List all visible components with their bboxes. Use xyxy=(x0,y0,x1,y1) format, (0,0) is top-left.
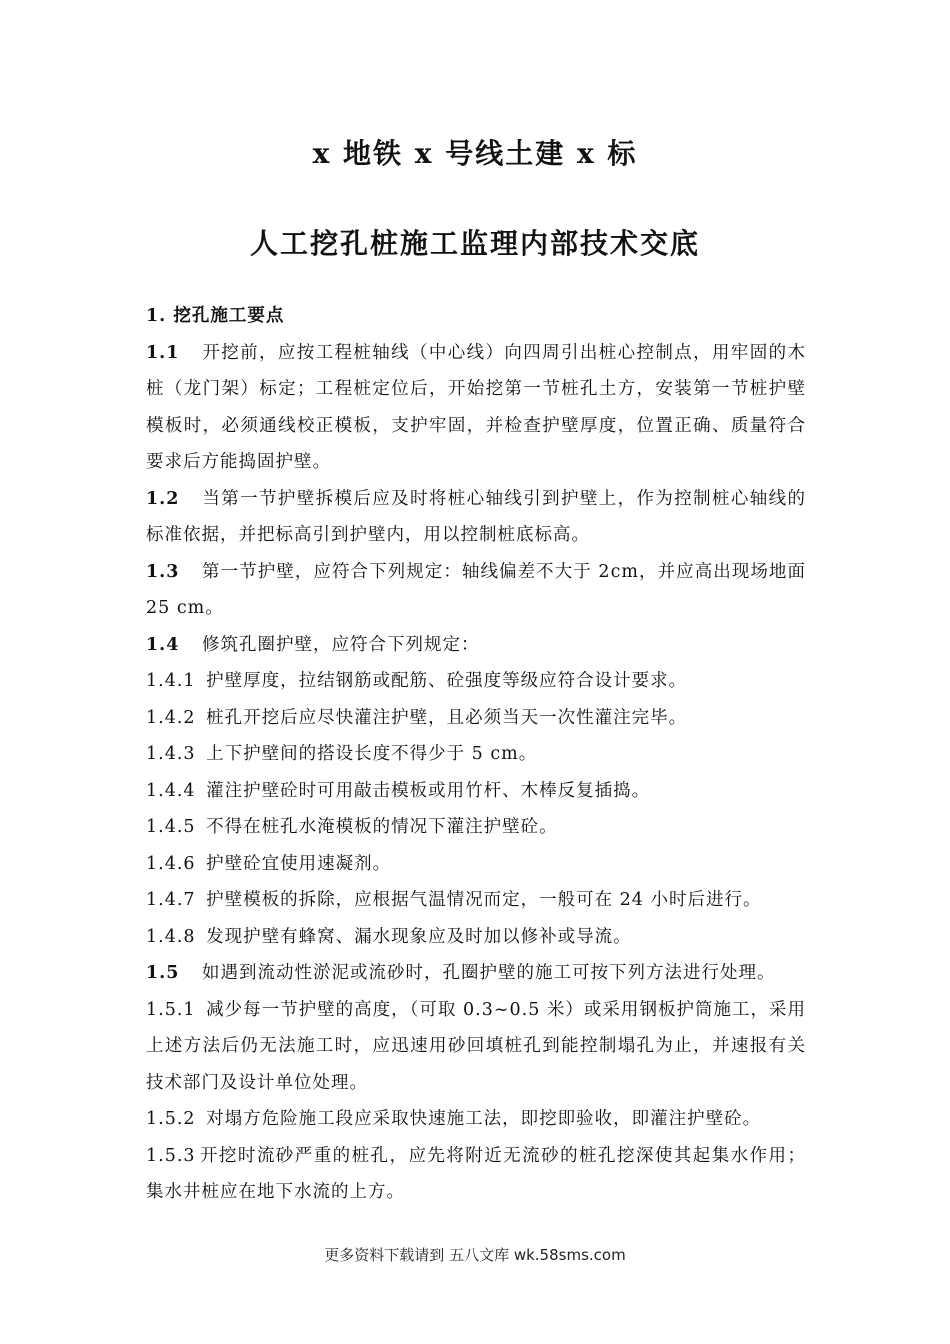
paragraph-1-4-8 xyxy=(146,919,806,956)
document-title-line2: 人工挖孔桩施工监理内部技术交底 xyxy=(249,227,700,260)
paragraph-1-5-2 xyxy=(146,1101,806,1138)
paragraph-1-4-3 xyxy=(146,736,806,773)
paragraph-1-5-3 xyxy=(146,1138,806,1211)
clause-text: 减少每一节护壁的高度，（可取 0.3~0.5 米）或采用钢板护筒施工，采用上述方法后仍无法施工时，应迅速用砂回填桩孔到能控制塌孔为止，并速报有关技术部门及设计单位处理。 xyxy=(146,999,806,1093)
clause-text: 对塌方危险施工段应采取快速施工法，即挖即验收，即灌注护壁砼。 xyxy=(206,1109,762,1129)
clause-text: 开挖时流砂严重的桩孔，应先将附近无流砂的桩孔挖深使其起集水作用；集水井桩应在地下水流的上方。 xyxy=(146,1145,806,1202)
section-heading: 1. 挖孔施工要点 xyxy=(146,306,285,326)
paragraph-1-1 xyxy=(146,335,806,481)
clause-number: 1.4 xyxy=(146,634,180,655)
clause-number: 1.4.7 xyxy=(146,890,196,910)
document-title-line1: x 地铁 x 号线土建 x 标 xyxy=(312,137,638,170)
clause-text: 护壁砼宜使用速凝剂。 xyxy=(206,853,392,874)
paragraph-1-4-1 xyxy=(146,663,806,700)
paragraph-1-4-7 xyxy=(146,882,806,919)
clause-text: 护壁模板的拆除，应根据气温情况而定，一般可在 24 小时后进行。 xyxy=(206,890,762,910)
paragraph-1-4-5 xyxy=(146,809,806,846)
clause-number: 1.1 xyxy=(146,342,180,363)
clause-number: 1.4.6 xyxy=(146,853,196,874)
paragraph-1-4-2 xyxy=(146,700,806,737)
clause-number: 1.4.1 xyxy=(146,671,196,691)
paragraph-1-5-1 xyxy=(146,992,806,1102)
paragraph-1-3 xyxy=(146,554,806,627)
clause-text: 不得在桩孔水淹模板的情况下灌注护壁砼。 xyxy=(206,817,558,837)
clause-number: 1.5.3 xyxy=(146,1145,196,1166)
page-footer xyxy=(0,1244,950,1265)
clause-number: 1.4.8 xyxy=(146,926,196,947)
clause-number: 1.5 xyxy=(146,963,180,983)
clause-text: 第一节护壁，应符合下列规定：轴线偏差不大于 2cm，并应高出现场地面 25 cm。 xyxy=(146,561,806,618)
paragraph-1-4-6 xyxy=(146,846,806,883)
paragraph-1-4-4 xyxy=(146,773,806,810)
clause-number: 1.5.2 xyxy=(146,1109,196,1129)
clause-text: 护壁厚度，拉结钢筋或配筋、砼强度等级应符合设计要求。 xyxy=(206,671,688,691)
clause-text: 开挖前，应按工程桩轴线（中心线）向四周引出桩心控制点，用牢固的木桩（龙门架）标定；工程桩定位后，开始挖第一节桩孔土方，安装第一节桩护壁模板时，必须通线校正模板，支护牢固，并检查护壁厚度，位置正确、质量符合要求后方能捣固护壁。 xyxy=(146,342,806,472)
document-body xyxy=(146,298,806,1211)
clause-text: 上下护壁间的搭设长度不得少于 5 cm。 xyxy=(206,744,538,764)
clause-number: 1.4.3 xyxy=(146,744,196,764)
clause-number: 1.4.4 xyxy=(146,780,196,801)
clause-text: 灌注护壁砼时可用敲击模板或用竹杆、木棒反复插捣。 xyxy=(206,780,651,801)
clause-text: 当第一节护壁拆模后应及时将桩心轴线引到护壁上，作为控制桩心轴线的标准依据，并把标高引到护壁内，用以控制桩底标高。 xyxy=(146,488,806,545)
clause-number: 1.2 xyxy=(146,488,180,509)
clause-number: 1.4.5 xyxy=(146,817,196,837)
clause-text: 发现护壁有蜂窝、漏水现象应及时加以修补或导流。 xyxy=(206,926,632,947)
paragraph-1-5 xyxy=(146,955,806,992)
clause-text: 修筑孔圈护壁，应符合下列规定： xyxy=(202,634,480,655)
footer-download-link[interactable]: 更多资料下载请到 五八文库 wk.58sms.com xyxy=(324,1246,626,1264)
paragraph-1-2 xyxy=(146,481,806,554)
clause-text: 如遇到流动性淤泥或流砂时，孔圈护壁的施工可按下列方法进行处理。 xyxy=(202,963,776,983)
clause-number: 1.3 xyxy=(146,561,180,582)
clause-number: 1.4.2 xyxy=(146,707,196,728)
clause-text: 桩孔开挖后应尽快灌注护壁，且必须当天一次性灌注完毕。 xyxy=(206,707,688,728)
paragraph-1-4 xyxy=(146,627,806,664)
clause-number: 1.5.1 xyxy=(146,999,196,1020)
